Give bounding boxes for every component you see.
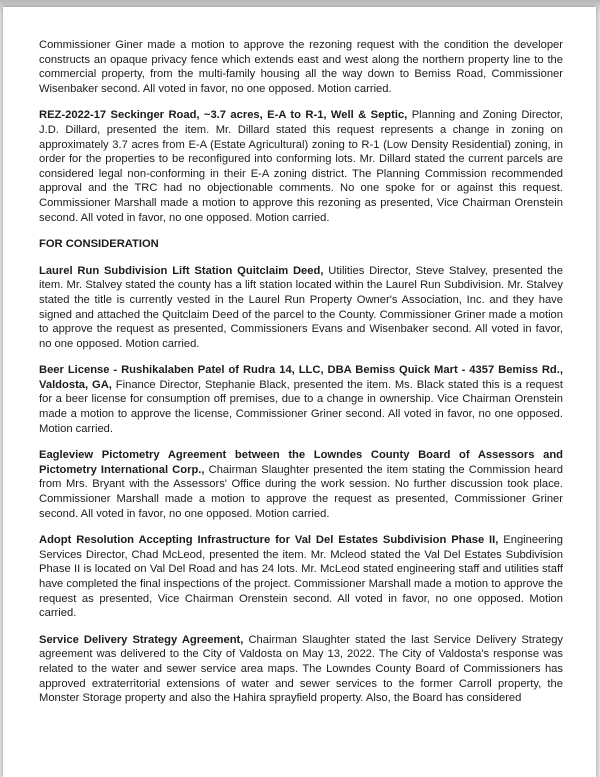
paragraph-text: Chairman Slaughter stated the last Service Delivery Strategy agreement was delivered to the City of Valdosta on May 13, 2022. The City of Valdosta's response was related to the water and sewer service area maps. The Lowndes County Board of Commissioners has approved extraterritorial extensions of water and sewer services to the former Carroll property, the Monster Storage property and also the Hahira sprayfield property. Also, the Board has considered xyxy=(39,633,564,705)
paragraph xyxy=(39,448,563,521)
paragraph xyxy=(39,264,563,352)
paragraph-text: Finance Director, Stephanie Black, presented the item. Ms. Black stated this is a request for a beer license for consumption off premises, due to a change in ownership. Vice Chairman Orenstein made a motion to approve the license, Commissioner Griner second. All voted in favor, no one opposed. Motion carried. xyxy=(39,378,564,435)
paragraph-lead: Eagleview Pictometry Agreement between the Lowndes County Board of Assessors and Pictometry International Corp., xyxy=(39,449,563,476)
paragraph-text: Utilities Director, Steve Stalvey, presented the item. Mr. Stalvey stated the county has a lift station located within the Laurel Run Subdivision. Mr. Stalvey stated the title is currently vested in the Laurel Run Property Owner's Association, Inc. and they have signed and attached the Quitclaim Deed of the parcel to the County. Commissioner Griner made a motion to approve the request as presented, Commissioners Evans and Wisenbaker second. All voted in favor, no one opposed. Motion carried. xyxy=(39,264,563,350)
paragraph-text: Engineering Services Director, Chad McLeod, presented the item. Mr. Mcleod stated the Val Del Estates Subdivision Phase II is located on Val Del Road and has 24 lots. Mr. McLeod stated engineering staff and utilities staff have completed the final inspections of the project. Commissioner Marshall made a motion to approve the request as presented, Vice Chairman Orenstein second. All voted in favor, no one opposed. Motion carried. xyxy=(39,534,563,620)
paragraph xyxy=(39,363,563,436)
paragraph-lead: Service Delivery Strategy Agreement, xyxy=(39,633,244,646)
paragraph-lead: Adopt Resolution Accepting Infrastructure for Val Del Estates Subdivision Phase II, xyxy=(39,534,499,547)
paragraph-lead: Beer License - Rushikalaben Patel of Rudra 14, LLC, DBA Bemiss Quick Mart - 4357 Bemiss Rd., Valdosta, GA, xyxy=(39,364,563,391)
paragraph-text: Commissioner Giner made a motion to approve the rezoning request with the condition the developer constructs an opaque privacy fence which extends east and west along the northern property line to the commercial property, from the multi-family housing all the way down to Bemiss Road, Commissioner Wisenbaker second. All voted in favor, no one opposed. Motion carried. xyxy=(39,39,563,95)
paragraph xyxy=(39,108,563,225)
paragraph-text: Chairman Slaughter presented the item stating the Commission heard from Mrs. Bryant with the Assessors' Office during the work session. No further discussion took place. Commissioner Marshall made a motion to approve the request as presented, Commissioner Griner second. All voted in favor, no one opposed. Motion carried. xyxy=(39,463,564,520)
paragraph-text: Planning and Zoning Director, J.D. Dillard, presented the item. Mr. Dillard stated this request represents a change in zoning on approximately 3.7 acres from E-A (Estate Agricultural) zoning to R-1 (Low Density Residential) zoning, in order for the properties to be reconfigured into conforming lots. Mr. Dillard stated the current parcels are considered legal non-conforming in their E-A zoning district. The Planning Commission recommended approval and the TRC had no objectionable comments. No one spoke for or against this request. Commissioner Marshall made a motion to approve this rezoning as presented, Vice Chairman Orenstein second. All voted in favor, no one opposed. Motion carried. xyxy=(39,109,563,224)
paragraph-lead: REZ-2022-17 Seckinger Road, ~3.7 acres, E-A to R-1, Well & Septic, xyxy=(39,109,408,122)
paragraph xyxy=(39,633,563,706)
paragraph xyxy=(39,533,563,621)
paragraph xyxy=(39,38,563,96)
section-heading: FOR CONSIDERATION xyxy=(39,238,159,251)
paragraph-lead: Laurel Run Subdivision Lift Station Quitclaim Deed, xyxy=(39,264,324,277)
document-page xyxy=(3,7,596,777)
document-content xyxy=(39,38,563,706)
